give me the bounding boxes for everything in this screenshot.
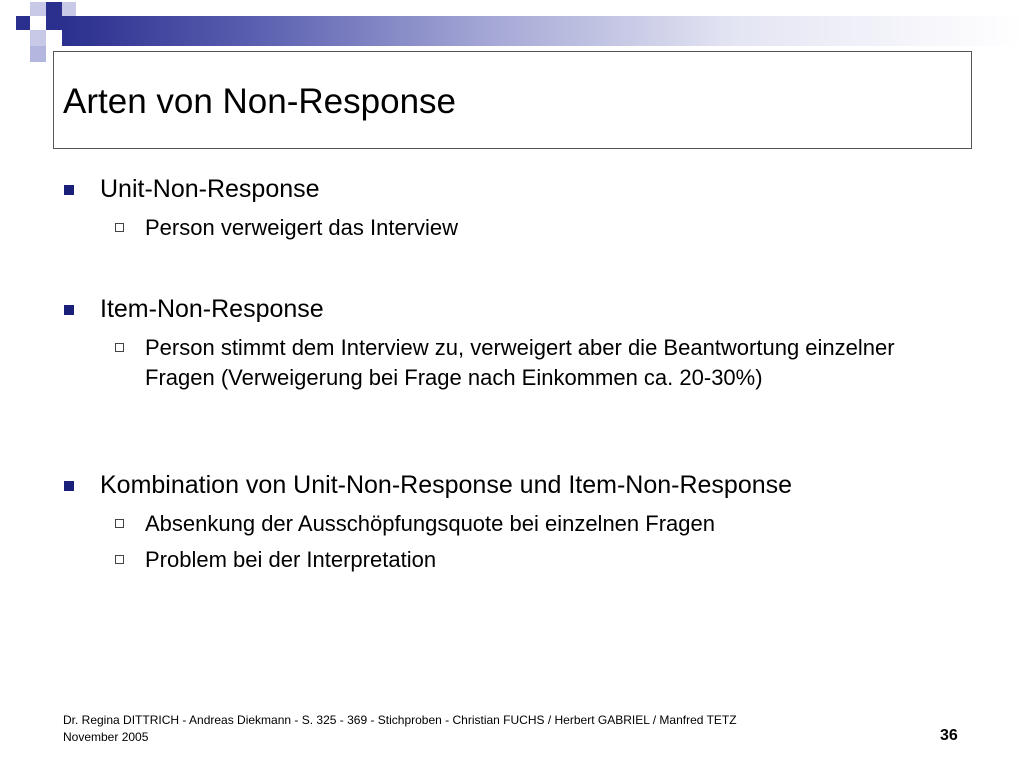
title-box [53,51,972,149]
hollow-square-icon [115,223,124,232]
hollow-square-icon [115,343,124,352]
sub-bullet-item: Problem bei der Interpretation [145,547,437,572]
header-gradient-band [62,16,1024,46]
bullet-item: Kombination von Unit-Non-Response und Item-Non-Response [100,471,793,499]
filled-square-icon [64,305,74,315]
sub-bullet-item: Person verweigert das Interview [145,215,459,240]
hollow-square-icon [115,519,124,528]
footer-date: November 2005 [63,730,149,744]
bullet-item: Item-Non-Response [100,295,324,323]
footer-authors: Dr. Regina DITTRICH - Andreas Diekmann - S. 325 - 369 - Stichproben - Christian FUCHS / Herbert GABRIEL / Manfred TETZ [63,713,737,727]
slide-title: Arten von Non-Response [63,82,456,121]
decor-square-white [46,30,62,46]
filled-square-icon [64,185,74,195]
filled-square-icon [64,481,74,491]
decor-square-light [30,2,46,16]
decor-square-light [30,30,46,46]
sub-bullet-item: Absenkung der Ausschöpfungsquote bei einzelnen Fragen [145,511,715,536]
decor-square-dark [46,2,62,32]
hollow-square-icon [115,555,124,564]
footer [63,712,903,746]
page-number: 36 [940,727,958,744]
bullet-item: Unit-Non-Response [100,175,320,203]
decor-square-white [16,30,30,46]
sub-bullet-item: Person stimmt dem Interview zu, verweigert aber die Beantwortung einzelner Fragen (Verweigerung bei Frage nach Einkommen ca. 20-30%) [145,335,895,390]
decor-square-light [30,46,46,62]
decor-square-dark [16,16,30,30]
